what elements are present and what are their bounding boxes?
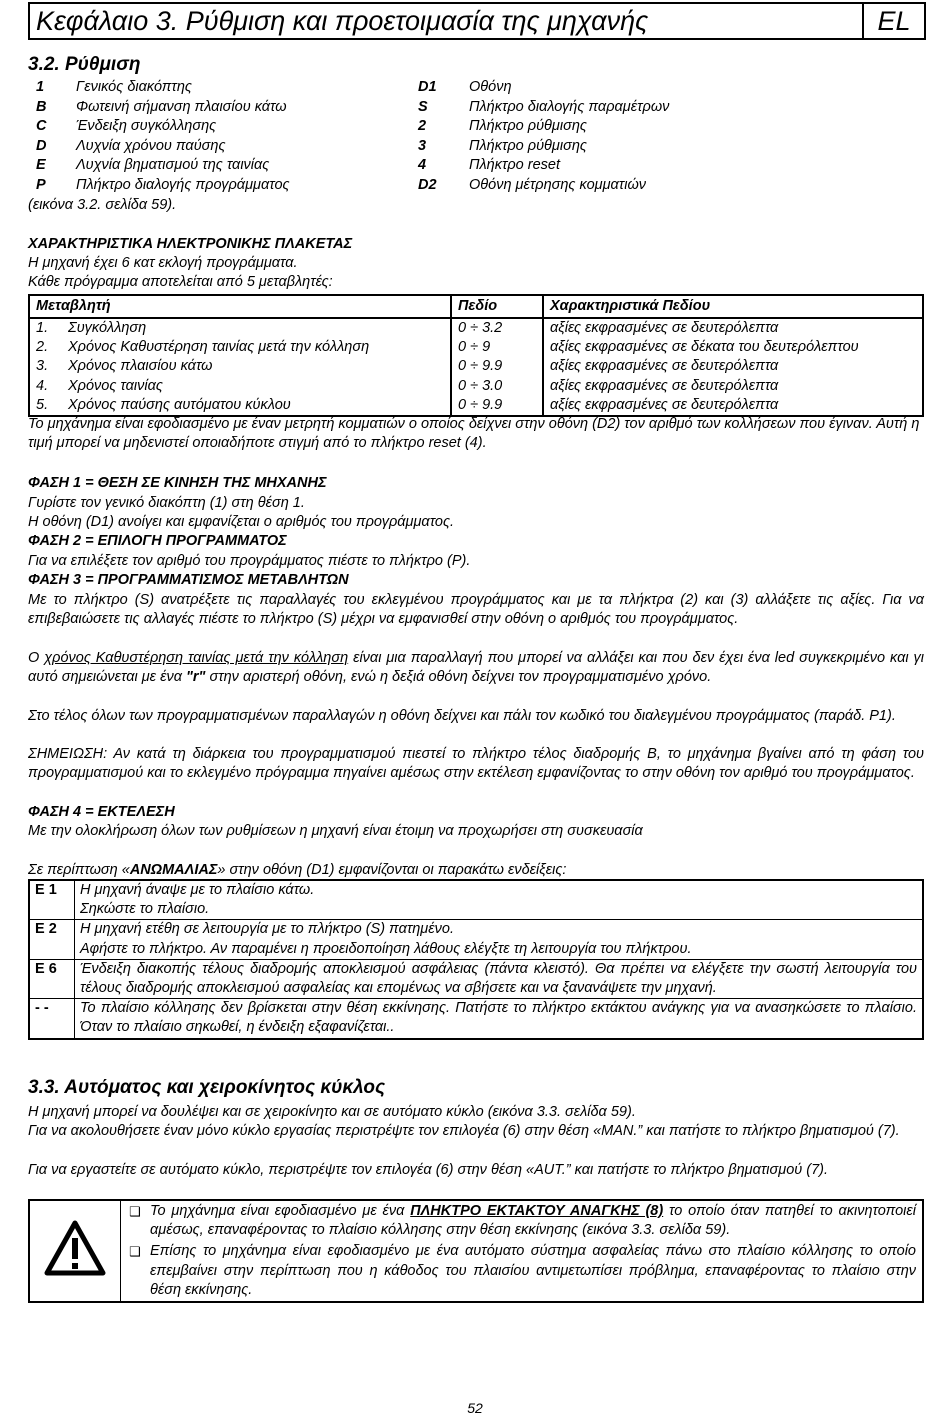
variable-name: Χρόνος ταινίας bbox=[68, 377, 163, 394]
legend-label-right: Πλήκτρο ρύθμισης bbox=[469, 137, 587, 154]
emergency-button-label: ΠΛΗΚΤΡΟ ΕΚΤΑΚΤΟΥ ΑΝΑΓΚΗΣ (8) bbox=[410, 1203, 664, 1219]
phase3-note: ΣΗΜΕΙΩΣΗ: Αν κατά τη διάρκεια του προγραμματισμού πιεστεί το πλήκτρο τέλος διαδρομής B, το μηχάνημα βγαίνει από τη φάση του προγραμματισμού και το εκλεγμένο πρόγραμμα πηγαίνει αμέσως στην εκτέλεση εμφανίζοντας το στην οθόνη τον αριθμό του προγράμματος. bbox=[28, 746, 924, 782]
warning-triangle-icon bbox=[29, 1200, 121, 1302]
warning-item-2: Επίσης το μηχάνημα είναι εφοδιασμένο με ένα αυτόματο σύστημα ασφαλείας πάνω στο πλαίσιο κόλλησης το οποίο επεμβαίνει στην περίπτωση που η κάθοδος του πλαισίου αντιμετωπίσει πρόβλημα, επαναφέροντας το πλαίσιο στην θέση εκκίνησης. bbox=[150, 1243, 916, 1298]
legend-row bbox=[28, 117, 928, 137]
safety-warning-box bbox=[28, 1199, 924, 1303]
para2-text-c: στην αριστερή οθόνη, ενώ η δεξιά οθόνη δείχνει τον προγραμματισμένο χρόνο. bbox=[205, 669, 712, 686]
error-codes-table bbox=[28, 879, 924, 1040]
legend-key-left: E bbox=[36, 157, 46, 174]
variables-table-row bbox=[29, 318, 923, 338]
error-code-row bbox=[29, 920, 923, 959]
variables-table-row bbox=[29, 396, 923, 416]
variable-name-cell bbox=[29, 377, 451, 396]
variable-unit-description: αξίες εκφρασμένες σε δευτερόλεπτα bbox=[543, 318, 923, 338]
phase3-para-1: Με το πλήκτρο (S) ανατρέξετε τις παραλλαγές του εκλεγμένου προγράμματος και με τα πλήκτρα (2) και (3) αλλάξετε τις αξίες. Για να επιβεβαιώσετε τις αλλαγές πιέστε το πλήκτρο (S) μέχρι να εμφανισθεί στην οθόνη ο αριθμός του προγράμματος. bbox=[28, 592, 924, 628]
anomaly-intro-keyword: ΑΝΩΜΑΛΙΑΣ bbox=[129, 862, 218, 878]
header-variable: Μεταβλητή bbox=[29, 295, 451, 318]
legend-key-right: 4 bbox=[418, 157, 427, 174]
page-number: 52 bbox=[467, 1400, 483, 1416]
variable-name: Χρόνος παύσης αυτόματου κύκλου bbox=[68, 396, 291, 413]
para2-r-symbol: "r" bbox=[186, 669, 206, 686]
section-3-3-line-1: Η μηχανή μπορεί να δουλέψει και σε χειροκίνητο και σε αυτόματο κύκλο (εικόνα 3.3. σελίδα 59). bbox=[28, 1104, 636, 1120]
error-description-line-2: Σηκώστε το πλαίσιο. bbox=[80, 901, 210, 918]
section-heading-3-2: 3.2. Ρύθμιση bbox=[28, 54, 141, 75]
variable-name-cell bbox=[29, 357, 451, 376]
phase1-heading: ΦΑΣΗ 1 = ΘΕΣΗ ΣΕ ΚΙΝΗΣΗ ΤΗΣ ΜΗΧΑΝΗΣ bbox=[28, 475, 327, 491]
legend-key-right: 2 bbox=[418, 118, 427, 135]
error-code: E 6 bbox=[29, 959, 75, 998]
phase3-para-3: Στο τέλος όλων των προγραμματισμένων παραλλαγών η οθόνη δείχνει και πάλι τον κωδικό του διαλεγμένου προγράμματος (παράδ. P1). bbox=[28, 708, 896, 724]
legend-key-right: S bbox=[418, 98, 428, 115]
error-code-row bbox=[29, 880, 923, 920]
legend-key-right: 3 bbox=[418, 137, 427, 154]
error-code-row bbox=[29, 959, 923, 998]
variable-unit-description: αξίες εκφρασμένες σε δευτερόλεπτα bbox=[543, 377, 923, 396]
phase1-line-2: Η οθόνη (D1) ανοίγει και εμφανίζεται ο αριθμός του προγράμματος. bbox=[28, 514, 455, 530]
variable-name: Χρόνος Καθυστέρηση ταινίας μετά την κόλληση bbox=[68, 339, 370, 356]
phase3-heading: ΦΑΣΗ 3 = ΠΡΟΓΡΑΜΜΑΤΙΣΜΟΣ ΜΕΤΑΒΛΗΤΩΝ bbox=[28, 572, 349, 588]
legend-key-left: P bbox=[36, 176, 46, 193]
legend-label-left: Φωτεινή σήμανση πλαισίου κάτω bbox=[76, 98, 287, 115]
phase4-heading: ΦΑΣΗ 4 = ΕΚΤΕΛΕΣΗ bbox=[28, 804, 175, 820]
legend-label-left: Λυχνία χρόνου παύσης bbox=[76, 137, 226, 154]
variables-table-row bbox=[29, 377, 923, 396]
variables-table-row bbox=[29, 338, 923, 357]
legend-label-left: Ένδειξη συγκόλλησης bbox=[76, 118, 217, 135]
variable-name: Συγκόλληση bbox=[68, 320, 147, 336]
error-code: - - bbox=[29, 999, 75, 1039]
language-code: EL bbox=[862, 4, 924, 38]
error-description bbox=[75, 920, 924, 959]
bullet-icon: ❑ bbox=[129, 1204, 141, 1219]
legend-key-right: D2 bbox=[418, 176, 437, 193]
variable-unit-description: αξίες εκφρασμένες σε δέκατα του δευτερόλεπτου bbox=[543, 338, 923, 357]
anomaly-intro bbox=[28, 861, 924, 880]
legend-key-left: C bbox=[36, 118, 47, 135]
legend-key-left: D bbox=[36, 137, 47, 154]
warning-item-1-c: το οποίο όταν πατηθεί το ακινητοποιεί αμέσως, επαναφέροντας το πλαίσιο κόλλησης στην θέση εκκίνησης (εικόνα 3.3. σελίδα 59). bbox=[150, 1203, 916, 1239]
board-line-1: Η μηχανή έχει 6 κατ εκλογή προγράμματα. bbox=[28, 255, 298, 271]
variable-range: 0 ÷ 9.9 bbox=[451, 396, 543, 416]
para2-text-b: είναι μια παραλλαγή που μπορεί να αλλάξει και που δεν έχει ένα led συγκεκριμένο και γι αυτό σημειώνεται με ένα bbox=[28, 650, 924, 686]
error-description-line-1: Η μηχανή άναψε με το πλαίσιο κάτω. bbox=[80, 882, 315, 898]
warning-item-1 bbox=[149, 1200, 923, 1241]
legend-reference: (εικόνα 3.2. σελίδα 59). bbox=[28, 197, 177, 213]
variable-number: 4. bbox=[36, 377, 49, 394]
legend-row bbox=[28, 176, 928, 196]
board-heading: ΧΑΡΑΚΤΗΡΙΣΤΙΚΑ ΗΛΕΚΤΡΟΝΙΚΗΣ ΠΛΑΚΕΤΑΣ bbox=[28, 236, 353, 252]
variable-range: 0 ÷ 3.0 bbox=[451, 377, 543, 396]
legend-row bbox=[28, 98, 928, 118]
header-field-characteristics: Χαρακτηριστικά Πεδίου bbox=[543, 295, 923, 318]
variable-unit-description: αξίες εκφρασμένες σε δευτερόλεπτα bbox=[543, 396, 923, 416]
legend-label-right: Πλήκτρο διαλογής παραμέτρων bbox=[469, 98, 670, 115]
variable-number: 1. bbox=[36, 320, 49, 336]
warning-item-1-a: Το μηχάνημα είναι εφοδιασμένο με ένα bbox=[150, 1203, 411, 1219]
legend-key-right: D1 bbox=[418, 79, 437, 95]
variables-table bbox=[28, 294, 924, 417]
anomaly-intro-c: » στην οθόνη (D1) εμφανίζονται οι παρακάτω ενδείξεις: bbox=[217, 862, 567, 878]
variable-unit-description: αξίες εκφρασμένες σε δευτερόλεπτα bbox=[543, 357, 923, 376]
error-description bbox=[75, 880, 924, 920]
counter-note: Το μηχάνημα είναι εφοδιασμένο με έναν μετρητή κομματιών ο οποίος δείχνει στην οθόνη (D2) τον αριθμό των κολλήσεων που έγιναν. Αυτή η τιμή μπορεί να μηδενιστεί οποιαδήποτε στιγμή από το πλήκτρο reset (4). bbox=[28, 416, 920, 452]
error-code: E 1 bbox=[29, 880, 75, 920]
legend-label-left: Λυχνία βηματισμού της ταινίας bbox=[76, 157, 270, 174]
legend-label-right: Οθόνη μέτρησης κομματιών bbox=[469, 176, 646, 193]
legend-label-left: Γενικός διακόπτης bbox=[76, 79, 192, 95]
error-description bbox=[75, 959, 924, 998]
error-description bbox=[75, 999, 924, 1039]
header-field: Πεδίο bbox=[451, 295, 543, 318]
legend-row bbox=[28, 78, 928, 98]
error-code: E 2 bbox=[29, 920, 75, 959]
variable-name-cell bbox=[29, 396, 451, 416]
variable-range: 0 ÷ 3.2 bbox=[451, 318, 543, 338]
error-description-line-1: Η μηχανή ετέθη σε λειτουργία με το πλήκτρο (S) πατημένο. bbox=[80, 921, 454, 938]
section-heading-3-3: 3.3. Αυτόματος και χειροκίνητος κύκλος bbox=[28, 1077, 386, 1098]
error-code-row bbox=[29, 999, 923, 1039]
error-description-line-1: Το πλαίσιο κόλλησης δεν βρίσκεται στην θέση εκκίνησης. Πατήστε το πλήκτρο εκτάκτου ανάγκης για να ανασηκώσετε το πλαίσιο. Όταν το πλαίσιο σηκωθεί, η ένδειξη εξαφανίζεται.. bbox=[80, 1000, 917, 1036]
legend-label-left: Πλήκτρο διαλογής προγράμματος bbox=[76, 176, 290, 193]
error-description-line-2: Αφήστε το πλήκτρο. Αν παραμένει η προειδοποίηση λάθους ελέγξτε τη λειτουργία του πλήκτρου. bbox=[80, 940, 692, 957]
legend-row bbox=[28, 156, 928, 176]
legend-label-right: Πλήκτρο reset bbox=[469, 157, 561, 174]
phase2-line-1: Για να επιλέξετε τον αριθμό του προγράμματος πιέστε το πλήκτρο (P). bbox=[28, 553, 471, 569]
variable-number: 2. bbox=[36, 339, 49, 356]
variable-range: 0 ÷ 9 bbox=[451, 338, 543, 357]
section-3-3-para-2: Για να ακολουθήσετε έναν μόνο κύκλο εργασίας περιστρέψτε τον επιλογέα (6) στην θέση «MAN.” και πατήστε το πλήκτρο βηματισμού (7). bbox=[28, 1123, 900, 1139]
anomaly-intro-a: Σε περίπτωση « bbox=[28, 862, 130, 878]
legend-list bbox=[28, 78, 928, 196]
variables-table-row bbox=[29, 357, 923, 376]
para2-text-a: Ο bbox=[28, 650, 45, 666]
legend-label-right: Πλήκτρο ρύθμισης bbox=[469, 118, 587, 135]
board-line-2: Κάθε πρόγραμμα αποτελείται από 5 μεταβλητές: bbox=[28, 274, 333, 290]
chapter-header bbox=[28, 2, 926, 40]
phase1-line-1: Γυρίστε τον γενικό διακόπτη (1) στη θέση 1. bbox=[28, 495, 305, 511]
phase3-para-2 bbox=[28, 649, 924, 687]
error-description-line-1: Ένδειξη διακοπής τέλους διαδρομής αποκλεισμού ασφάλειας (πάντα κλειστό). Θα πρέπει να ελέγξετε την σωστή λειτουργία του τέλους διαδρομής αποκλεισμού ασφαλείας και επομένως να σβήσετε και να ξανανάψετε την μηχανή. bbox=[80, 960, 917, 997]
variable-name-cell bbox=[29, 318, 451, 338]
bullet-icon: ❑ bbox=[129, 1244, 141, 1260]
legend-key-left: 1 bbox=[36, 79, 45, 95]
section-3-3-para-3: Για να εργαστείτε σε αυτόματο κύκλο, περιστρέψτε τον επιλογέα (6) στην θέση «AUT.” και πατήστε το πλήκτρο βηματισμού (7). bbox=[28, 1162, 829, 1178]
legend-label-right: Οθόνη bbox=[469, 79, 512, 95]
legend-row bbox=[28, 137, 928, 157]
variable-name: Χρόνος πλαισίου κάτω bbox=[68, 358, 213, 375]
variables-table-header bbox=[29, 295, 923, 318]
para2-underlined-term: χρόνος Καθυστέρηση ταινίας μετά την κόλληση bbox=[44, 650, 349, 666]
legend-key-left: B bbox=[36, 98, 47, 115]
phase4-line-1: Με την ολοκλήρωση όλων των ρυθμίσεων η μηχανή είναι έτοιμη να προχωρήσει στη συσκευασία bbox=[28, 823, 643, 839]
phase2-heading: ΦΑΣΗ 2 = ΕΠΙΛΟΓΗ ΠΡΟΓΡΑΜΜΑΤΟΣ bbox=[28, 533, 287, 549]
variable-range: 0 ÷ 9.9 bbox=[451, 357, 543, 376]
variable-number: 3. bbox=[36, 358, 49, 375]
variable-name-cell bbox=[29, 338, 451, 357]
chapter-title: Κεφάλαιο 3. Ρύθμιση και προετοιμασία της μηχανής bbox=[36, 6, 649, 36]
variable-number: 5. bbox=[36, 396, 49, 413]
